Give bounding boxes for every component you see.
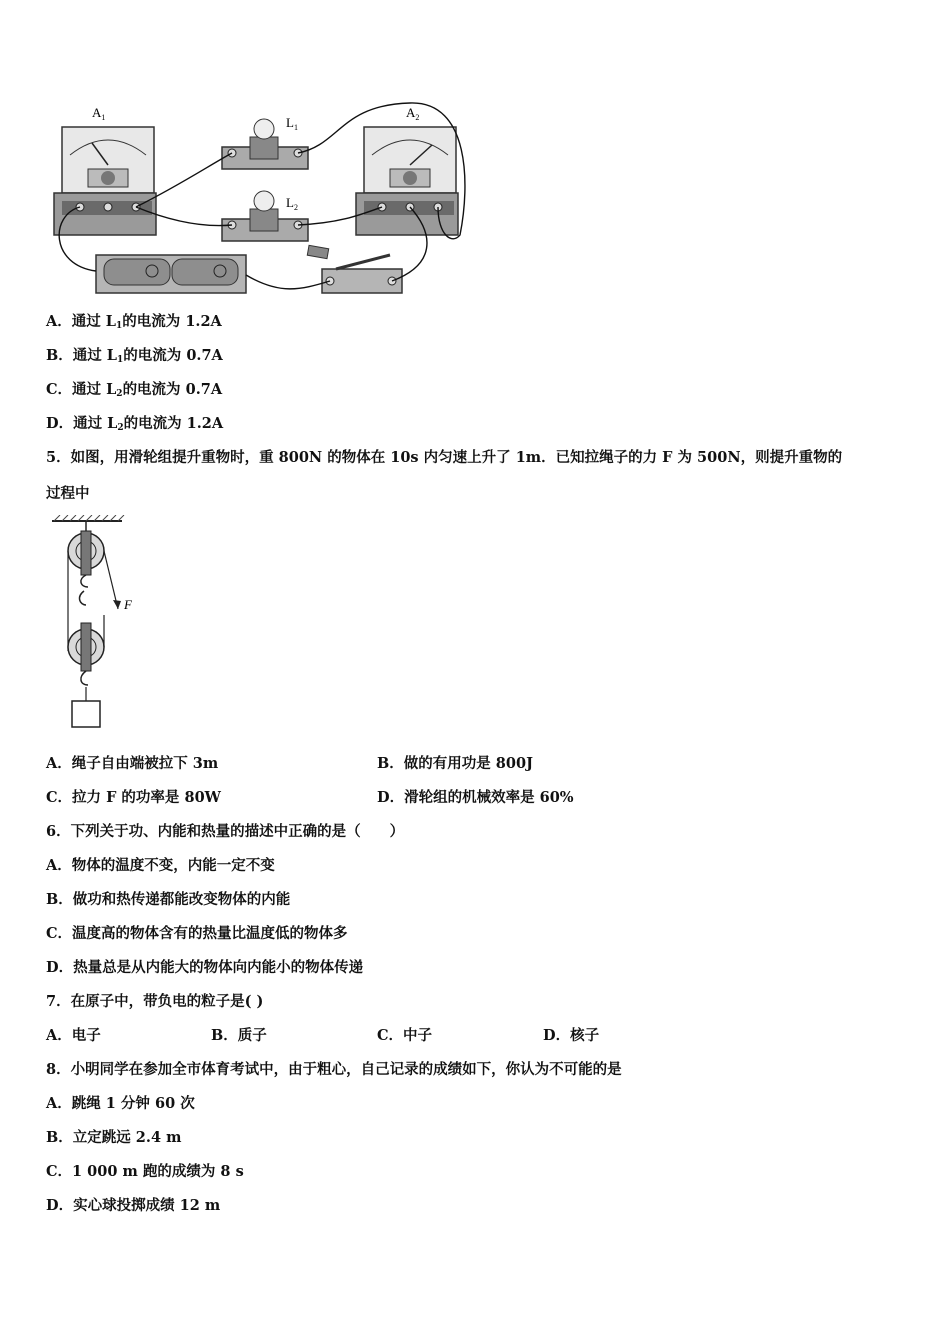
q8-option-a: A．跳绳 1 分钟 60 次 bbox=[46, 1095, 195, 1112]
q5-option-d: D．滑轮组的机械效率是 60% bbox=[377, 789, 574, 806]
pulley-diagram bbox=[44, 515, 154, 733]
circuit-diagram bbox=[40, 95, 480, 300]
q7-option-a: A．电子 bbox=[46, 1027, 101, 1044]
q7-option-c: C．中子 bbox=[377, 1027, 433, 1044]
q5-option-a: A．绳子自由端被拉下 3m bbox=[46, 755, 219, 772]
q4-option-b: B．通过 $L_1$的电流为 0.7A bbox=[46, 347, 223, 365]
q6-stem: 6．下列关于功、内能和热量的描述中正确的是（ ） bbox=[46, 823, 405, 840]
force-label: F bbox=[124, 597, 132, 612]
q4-option-c: C．通过 $L_2$的电流为 0.7A bbox=[46, 381, 223, 399]
q5-option-c: C．拉力 F 的功率是 80W bbox=[46, 789, 221, 806]
label-l2: $L_2$ bbox=[286, 195, 298, 212]
q6-option-d: D．热量总是从内能大的物体向内能小的物体传递 bbox=[46, 959, 364, 976]
q5-stem-line1: 5．如图，用滑轮组提升重物时，重 800N 的物体在 10s 内匀速上升了 1m．已知拉绳子的力 F 为 500N，则提升重物的 bbox=[46, 449, 843, 466]
ammeter-a1 bbox=[54, 127, 156, 235]
q7-option-d: D．核子 bbox=[543, 1027, 600, 1044]
q6-option-c: C．温度高的物体含有的热量比温度低的物体多 bbox=[46, 925, 348, 942]
q5-option-b: B．做的有用功是 800J bbox=[377, 755, 533, 772]
q8-stem: 8．小明同学在参加全市体育考试中，由于粗心，自己记录的成绩如下，你认为不可能的是 bbox=[46, 1061, 622, 1078]
q7-stem: 7．在原子中，带负电的粒子是( ) bbox=[46, 993, 264, 1010]
label-l1: $L_1$ bbox=[286, 115, 298, 132]
label-a2: $A_2$ bbox=[406, 105, 420, 122]
q8-option-b: B．立定跳远 2.4 m bbox=[46, 1129, 182, 1146]
q4-option-a: A．通过 $L_1$的电流为 1.2A bbox=[46, 313, 222, 331]
q4-option-d: D．通过 $L_2$的电流为 1.2A bbox=[46, 415, 224, 433]
q8-option-d: D．实心球投掷成绩 12 m bbox=[46, 1197, 221, 1214]
q6-option-b: B．做功和热传递都能改变物体的内能 bbox=[46, 891, 291, 908]
lamp-l2 bbox=[222, 191, 308, 241]
label-a1: $A_1$ bbox=[92, 105, 106, 122]
q5-stem-line2: 过程中 bbox=[46, 485, 90, 502]
battery bbox=[96, 255, 246, 293]
q7-option-b: B．质子 bbox=[211, 1027, 267, 1044]
q6-option-a: A．物体的温度不变，内能一定不变 bbox=[46, 857, 275, 874]
q8-option-c: C．1 000 m 跑的成绩为 8 s bbox=[46, 1163, 244, 1180]
ammeter-a2 bbox=[356, 127, 458, 235]
switch bbox=[307, 245, 402, 293]
